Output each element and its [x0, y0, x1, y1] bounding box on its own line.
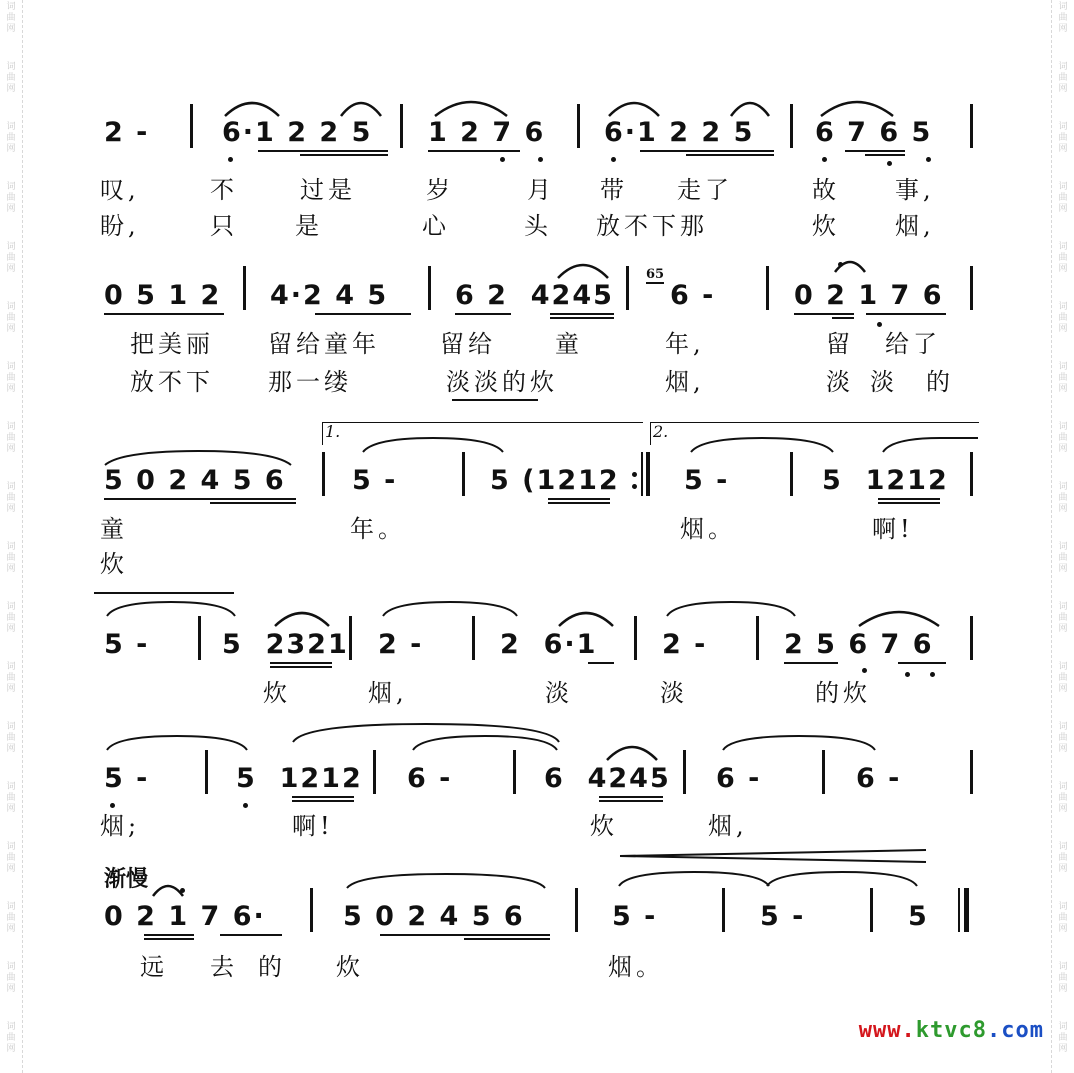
- octave-dot: [887, 161, 892, 166]
- octave-dot: [930, 672, 935, 677]
- lyric: 烟,: [895, 212, 935, 240]
- watermark-text: 词 曲 网: [1058, 2, 1068, 34]
- lyric: 淡: [660, 679, 688, 707]
- beam: [455, 313, 511, 315]
- watermark-text: 词 曲 网: [6, 242, 16, 274]
- lyric: 炊: [336, 953, 364, 981]
- bar-line: [683, 750, 686, 794]
- lyric: 淡: [870, 368, 898, 396]
- measure: 6 -: [670, 280, 716, 311]
- lyric: 是: [295, 212, 323, 240]
- bar-line: [513, 750, 516, 794]
- measure: 5 -: [612, 901, 658, 932]
- lyric: 的: [258, 953, 286, 981]
- slur: [150, 880, 186, 898]
- watermark-text: 词 曲 网: [6, 962, 16, 994]
- measure: 5 -: [760, 901, 806, 932]
- bar-line: [577, 104, 580, 148]
- slur: [432, 96, 510, 118]
- slur: [360, 434, 506, 454]
- beam: [550, 313, 614, 315]
- beam: [292, 796, 354, 798]
- slur: [104, 596, 238, 618]
- bar-line: [205, 750, 208, 794]
- lyric: 那一缕: [268, 368, 352, 396]
- lyric: 带: [600, 176, 628, 204]
- measure: 6·1 2 2 5: [222, 117, 373, 148]
- slur: [728, 96, 772, 118]
- measure: 5 (1212: [490, 465, 620, 496]
- slur: [818, 96, 896, 118]
- lyric: 头: [524, 212, 552, 240]
- grace-notes: 65: [646, 267, 665, 282]
- measure: 5 1212: [236, 763, 363, 794]
- bar-line: [349, 616, 352, 660]
- bar-line: [970, 104, 973, 148]
- lyric: 年。: [350, 515, 406, 543]
- measure: 0 2 1 7 6·: [104, 901, 266, 932]
- measure: 0 2 1 7 6: [794, 280, 944, 311]
- watermark-text: 词 曲 网: [1058, 122, 1068, 154]
- beam: [292, 800, 354, 802]
- lyric: 远: [140, 953, 168, 981]
- lyric: 留: [826, 330, 854, 358]
- slur: [720, 730, 878, 752]
- lyric: 心: [422, 212, 450, 240]
- octave-dot: [822, 157, 827, 162]
- lyric: 淡: [826, 368, 854, 396]
- measure: 2 -: [662, 629, 708, 660]
- watermark-text: 词 曲 网: [6, 182, 16, 214]
- lyric: 烟。: [608, 953, 664, 981]
- slur: [832, 256, 868, 274]
- octave-dot: [243, 803, 248, 808]
- lyric: 童: [100, 515, 128, 543]
- beam: [794, 313, 854, 315]
- lyric: 不: [210, 176, 238, 204]
- left-watermark-column: [0, 0, 23, 1073]
- watermark-text: 词 曲 网: [1058, 182, 1068, 214]
- slur: [272, 606, 332, 628]
- watermark-text: 词 曲 网: [1058, 242, 1068, 274]
- lyric: 炊: [812, 212, 840, 240]
- lyric: 淡: [545, 679, 573, 707]
- first-ending-label: 1.: [325, 422, 341, 441]
- bar-line: [243, 266, 246, 310]
- measure: 4·2 4 5: [270, 280, 389, 311]
- url-part-domain: ktvc8: [915, 1018, 988, 1043]
- lyric: 的炊: [815, 679, 871, 707]
- beam: [588, 662, 614, 664]
- beam: [300, 154, 388, 156]
- watermark-text: 词 曲 网: [1058, 902, 1068, 934]
- measure: 2 -: [378, 629, 424, 660]
- watermark-text: 词 曲 网: [6, 602, 16, 634]
- bar-line: [462, 452, 465, 496]
- measure: 5 -: [684, 465, 730, 496]
- lyric: 放不下: [130, 368, 214, 396]
- measure: 5: [908, 901, 929, 932]
- measure: 0 5 1 2: [104, 280, 222, 311]
- lyric: 盼,: [100, 212, 140, 240]
- bar-line: [722, 888, 725, 932]
- lyric: 把美丽: [130, 330, 214, 358]
- octave-dot: [611, 157, 616, 162]
- slur: [556, 606, 616, 628]
- tempo-marking: 渐慢: [104, 866, 149, 892]
- watermark-text: 词 曲 网: [1058, 602, 1068, 634]
- beam: [898, 662, 946, 664]
- slur: [104, 730, 250, 752]
- octave-dot: [228, 157, 233, 162]
- bar-line: [970, 750, 973, 794]
- lyric: 去: [210, 953, 238, 981]
- lyric: 炊: [100, 550, 128, 578]
- octave-dot: [862, 668, 867, 673]
- slur: [555, 258, 611, 280]
- beam: [865, 154, 905, 156]
- repeat-dot: [632, 484, 637, 489]
- watermark-text: 词 曲 网: [6, 722, 16, 754]
- watermark-text: 词 曲 网: [1058, 62, 1068, 94]
- beam: [210, 502, 296, 504]
- bar-line: [190, 104, 193, 148]
- measure: 6 2 4245: [455, 280, 614, 311]
- watermark-text: 词 曲 网: [6, 782, 16, 814]
- slur: [856, 606, 942, 628]
- slur: [604, 740, 660, 762]
- watermark-text: 词 曲 网: [6, 302, 16, 334]
- measure: 6 7 6 5: [815, 117, 933, 148]
- measure: 2 6·1: [500, 629, 598, 660]
- bar-line: [756, 616, 759, 660]
- beam: [686, 154, 774, 156]
- lyric: 故: [812, 176, 840, 204]
- url-part-www: www.: [858, 1018, 916, 1043]
- lyric: 叹,: [100, 176, 140, 204]
- lyric: 年,: [665, 330, 705, 358]
- watermark-text: 词 曲 网: [1058, 482, 1068, 514]
- octave-dot: [110, 803, 115, 808]
- beam: [270, 662, 332, 664]
- octave-dot: [500, 157, 505, 162]
- measure: 1 2 7 6: [428, 117, 546, 148]
- watermark-text: 词 曲 网: [6, 2, 16, 34]
- watermark-text: 词 曲 网: [1058, 362, 1068, 394]
- grace-beam: [646, 282, 664, 284]
- watermark-text: 词 曲 网: [1058, 1022, 1068, 1054]
- measure: 6 -: [407, 763, 453, 794]
- bar-line: [198, 616, 201, 660]
- measure: 2 5 6 7 6: [784, 629, 934, 660]
- watermark-text: 词 曲 网: [6, 662, 16, 694]
- beam: [550, 317, 614, 319]
- beam: [784, 662, 838, 664]
- bar-line: [790, 104, 793, 148]
- repeat-bar-thin: [641, 452, 643, 496]
- octave-dot: [538, 157, 543, 162]
- beam: [845, 150, 905, 152]
- slur: [102, 447, 294, 467]
- beam: [104, 498, 296, 500]
- lyric: 给了: [885, 330, 941, 358]
- lyric: 烟。: [680, 515, 736, 543]
- beam: [380, 934, 550, 936]
- bar-line: [970, 266, 973, 310]
- beam: [220, 934, 282, 936]
- lyric: 过是: [300, 176, 356, 204]
- watermark-text: 词 曲 网: [6, 1022, 16, 1054]
- lyric: 留给童年: [268, 330, 380, 358]
- watermark-text: 词 曲 网: [1058, 542, 1068, 574]
- watermark-text: 词 曲 网: [1058, 662, 1068, 694]
- watermark-text: 词 曲 网: [6, 362, 16, 394]
- lyric: 炊: [263, 679, 291, 707]
- slur: [880, 434, 978, 454]
- beam: [599, 800, 663, 802]
- lyric: 烟,: [708, 812, 748, 840]
- beam: [144, 938, 194, 940]
- beam: [104, 313, 224, 315]
- lyric: 事,: [895, 176, 935, 204]
- bar-line: [626, 266, 629, 310]
- bar-line: [472, 616, 475, 660]
- slur: [664, 596, 798, 618]
- watermark-text: 词 曲 网: [6, 62, 16, 94]
- bar-line: [373, 750, 376, 794]
- watermark-text: 词 曲 网: [1058, 422, 1068, 454]
- final-bar-thin: [958, 888, 960, 932]
- bar-line: [766, 266, 769, 310]
- lyric: 的: [926, 368, 954, 396]
- watermark-text: 词 曲 网: [6, 482, 16, 514]
- beam: [640, 150, 774, 152]
- slur: [380, 596, 520, 618]
- measure: 5 -: [104, 763, 150, 794]
- bar-line: [575, 888, 578, 932]
- watermark-text: 词 曲 网: [6, 842, 16, 874]
- slur: [410, 730, 560, 752]
- lyric: 岁: [426, 176, 454, 204]
- diminuendo-hairpin: [618, 848, 928, 864]
- lyric: 走了: [677, 176, 733, 204]
- repeat-bar-thick: [646, 452, 650, 496]
- measure: 5 -: [352, 465, 398, 496]
- watermark-text: 词 曲 网: [6, 122, 16, 154]
- repeat-dot: [632, 472, 637, 477]
- beam: [866, 313, 946, 315]
- beam: [548, 502, 610, 504]
- measure: 5 0 2 4 5 6: [343, 901, 525, 932]
- beam: [315, 313, 411, 315]
- measure: 6 -: [716, 763, 762, 794]
- measure: 5 -: [104, 629, 150, 660]
- measure: 6 -: [856, 763, 902, 794]
- beam: [270, 666, 332, 668]
- lyric: 只: [210, 212, 238, 240]
- final-bar-thick: [964, 888, 969, 932]
- watermark-text: 词 曲 网: [1058, 782, 1068, 814]
- bar-line: [400, 104, 403, 148]
- slur: [344, 868, 548, 890]
- right-watermark-column: [1051, 0, 1074, 1073]
- bar-line: [822, 750, 825, 794]
- bar-line: [322, 452, 325, 496]
- measure: 5 1212: [822, 465, 949, 496]
- bar-line: [790, 452, 793, 496]
- watermark-text: 词 曲 网: [1058, 722, 1068, 754]
- bar-line: [428, 266, 431, 310]
- measure: 5 2321: [222, 629, 349, 660]
- watermark-text: 词 曲 网: [6, 902, 16, 934]
- url-part-tld: .com: [987, 1018, 1044, 1043]
- watermark-text: 词 曲 网: [1058, 302, 1068, 334]
- beam: [428, 150, 520, 152]
- site-url[interactable]: [859, 1018, 1044, 1043]
- watermark-text: 词 曲 网: [6, 422, 16, 454]
- lyric: 啊!: [872, 515, 914, 543]
- octave-dot: [926, 157, 931, 162]
- slur: [338, 96, 384, 118]
- lyric: 烟;: [100, 812, 141, 840]
- beam: [464, 938, 550, 940]
- slur: [222, 96, 282, 118]
- bar-line: [970, 452, 973, 496]
- beam: [832, 317, 854, 319]
- bar-line: [310, 888, 313, 932]
- lyric: 童: [555, 330, 583, 358]
- beam: [878, 502, 940, 504]
- watermark-text: 词 曲 网: [6, 542, 16, 574]
- slur: [688, 434, 836, 454]
- slur: [616, 866, 772, 888]
- beam: [878, 498, 940, 500]
- beam: [599, 796, 663, 798]
- lyric: 淡淡的炊: [446, 368, 558, 396]
- bar-line: [634, 616, 637, 660]
- lyric: 月: [527, 176, 555, 204]
- slur: [606, 96, 662, 118]
- tie-continuation: [94, 592, 234, 594]
- octave-dot: [877, 322, 882, 327]
- lyric: 烟,: [368, 679, 408, 707]
- lyric: 烟,: [665, 368, 705, 396]
- measure: 6 4245: [544, 763, 671, 794]
- measure: 6·1 2 2 5: [604, 117, 755, 148]
- octave-dot: [905, 672, 910, 677]
- watermark-text: 词 曲 网: [1058, 962, 1068, 994]
- measure: 2 -: [104, 117, 150, 148]
- lyric: 留给: [440, 330, 496, 358]
- lyric: 放不下那: [596, 212, 708, 240]
- bar-line: [970, 616, 973, 660]
- measure: 5 0 2 4 5 6: [104, 465, 286, 496]
- beam: [258, 150, 388, 152]
- lyric: 啊!: [292, 812, 334, 840]
- beam: [144, 934, 194, 936]
- beam: [548, 498, 610, 500]
- lyric: 炊: [590, 812, 618, 840]
- lyric-underline: [452, 399, 538, 401]
- watermark-text: 词 曲 网: [1058, 842, 1068, 874]
- bar-line: [870, 888, 873, 932]
- slur: [764, 866, 920, 888]
- second-ending-label: 2.: [653, 422, 669, 441]
